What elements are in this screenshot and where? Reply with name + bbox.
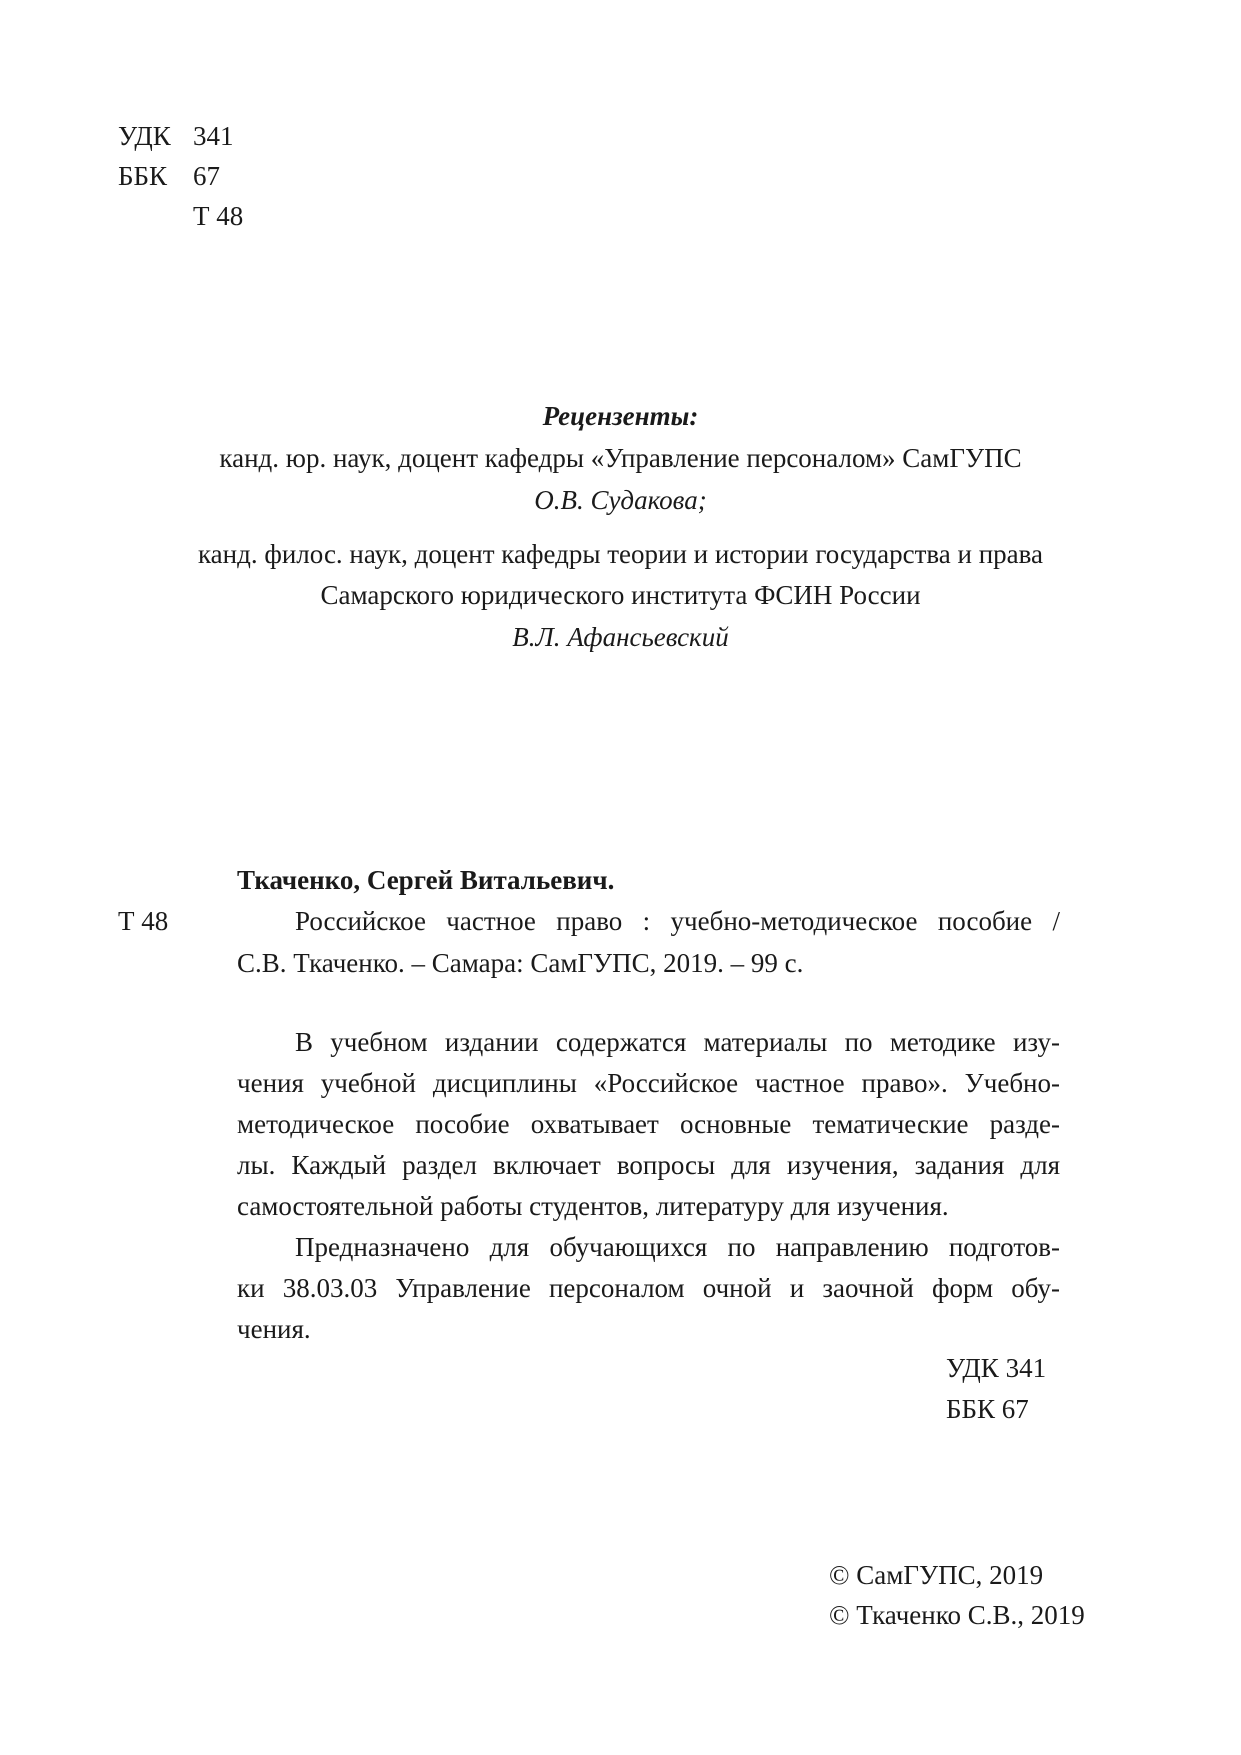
bbk-label: ББК [118,161,168,191]
annotation-line: Предназначено для обучающихся по направлению подготов- [295,1232,1060,1262]
reviewer-2-credentials: канд. филос. наук, доцент кафедры теории и истории государства и права [197,539,1044,569]
annotation-line: самостоятельной работы студентов, литературу для изучения. [237,1191,949,1221]
book-title-line-1: Российское частное право : учебно-методическое пособие / [295,906,1060,936]
reviewer-1-name: О.В. Судакова; [534,485,707,515]
author-mark: Т 48 [118,906,169,936]
bbk-value: 67 [193,161,220,191]
author-mark-top: Т 48 [193,201,244,231]
copyright-publisher: © СамГУПС, 2019 [829,1560,1044,1590]
copyright-author: © Ткаченко С.В., 2019 [829,1600,1085,1630]
reviewer-2-institution: Самарского юридического института ФСИН России [320,580,921,610]
annotation-line: лы. Каждый раздел включает вопросы для изучения, задания для [237,1150,1060,1180]
annotation-line: ки 38.03.03 Управление персоналом очной и заочной форм обу- [237,1273,1060,1303]
annotation-line: методическое пособие охватывает основные тематические разде- [237,1109,1060,1139]
author-heading: Ткаченко, Сергей Витальевич. [237,865,615,895]
reviewers-heading: Рецензенты: [542,401,699,431]
udk-value: 341 [193,121,234,151]
reviewer-2-name: В.Л. Афансьевский [512,622,729,652]
udk-label: УДК [118,121,171,151]
reviewer-1-credentials: канд. юр. наук, доцент кафедры «Управление персоналом» СамГУПС [219,443,1022,473]
annotation-line: чения. [237,1314,311,1344]
book-title-line-2: С.В. Ткаченко. – Самара: СамГУПС, 2019. – 99 с. [237,948,804,978]
udk-code-bottom: УДК 341 [946,1353,1047,1383]
annotation-line: В учебном издании содержатся материалы по методике изу- [295,1027,1060,1057]
annotation-line: чения учебной дисциплины «Российское частное право». Учебно- [237,1068,1060,1098]
bbk-code-bottom: ББК 67 [946,1394,1029,1424]
